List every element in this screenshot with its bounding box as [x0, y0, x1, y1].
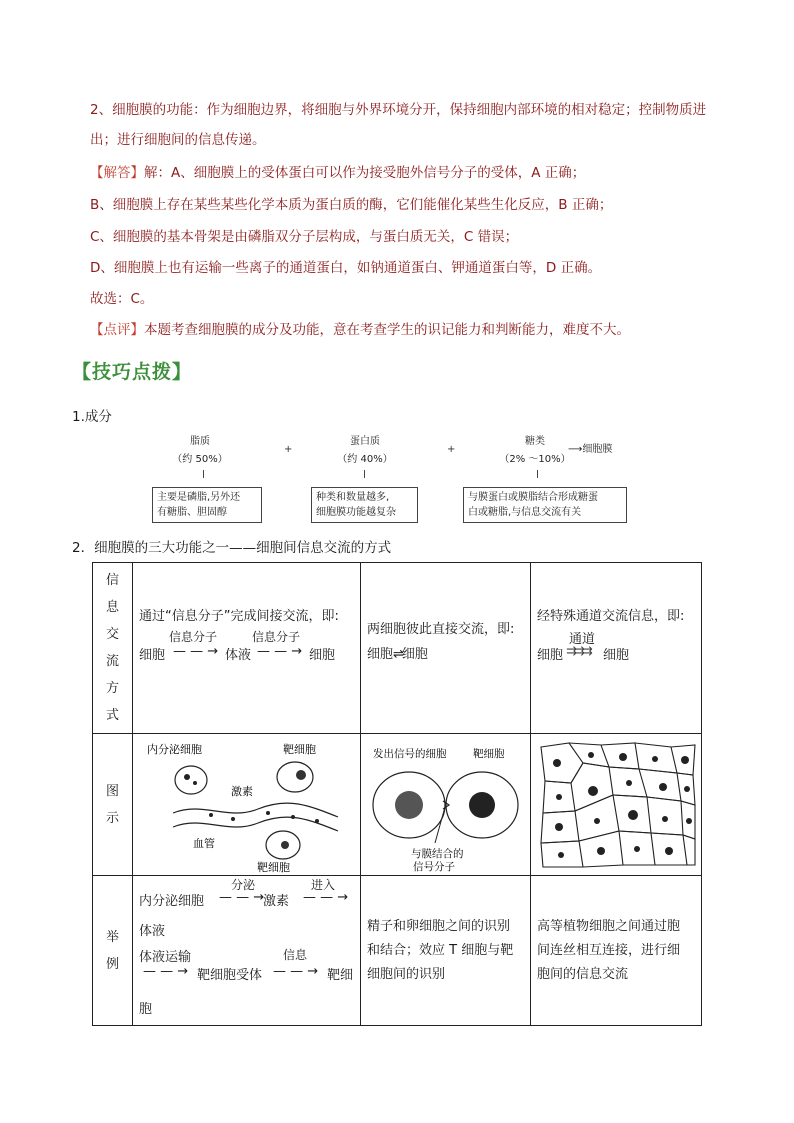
hdr-char: 式	[105, 708, 119, 723]
hdr-char: 信	[105, 573, 119, 588]
cell-example-channel	[531, 876, 702, 1026]
fig-target-top-label: 靶细胞	[283, 742, 316, 756]
flow-arrow: — — →	[219, 890, 265, 905]
row-header-mode	[93, 563, 133, 734]
vessel-wall-bottom	[173, 817, 338, 831]
intro-line-1: 2、细胞膜的功能：作为细胞边界，将细胞与外界环境分开，保持细胞内部环境的相对稳定；控制物质进	[90, 102, 707, 118]
answer-d: D、细胞膜上也有运输一些离子的通道蛋白，如钠通道蛋白、钾通道蛋白等，D 正确。	[90, 260, 602, 276]
plus-2: +	[447, 444, 456, 455]
cell-mode-indirect	[133, 563, 361, 734]
result-membrane: ⟶细胞膜	[568, 444, 613, 455]
answer-b: B、细胞膜上存在某些某些化学本质为蛋白质的酶，它们能催化某些生化反应，B 正确；	[90, 197, 613, 213]
flow-over-label: 分泌	[231, 878, 256, 892]
example-direct-line: 和结合；效应 T 细胞与靶	[367, 942, 514, 958]
flow-arrow: — — →	[303, 890, 349, 905]
example-channel-line: 胞间的信息交流	[537, 966, 629, 982]
mode-channel-text: 经特殊通道交流信息，即:	[537, 609, 685, 624]
sugar-name: 糖类	[525, 436, 545, 447]
lipid-name: 脂质	[190, 436, 210, 447]
cell-nucleus	[684, 786, 690, 792]
flow-node: 细胞	[603, 648, 630, 663]
comment-text: 本题考查细胞膜的成分及功能，意在考查学生的识记能力和判断能力，难度不大。	[144, 322, 630, 338]
comment-tag: 【点评】	[90, 322, 144, 338]
flow-arrow: — — →	[257, 644, 303, 659]
intro-line-2: 出；进行细胞间的信息传递。	[90, 132, 266, 148]
cell-nucleus	[681, 756, 689, 764]
sugar-box	[463, 487, 627, 523]
lipid-desc-1: 主要是磷脂,另外还	[157, 492, 241, 503]
cell-example-indirect	[133, 876, 361, 1026]
example-channel-line: 间连丝相互连接，进行细	[537, 942, 681, 958]
lipid-tick	[203, 470, 204, 478]
hdr-char: 交	[105, 627, 119, 642]
cell-nucleus	[626, 780, 632, 786]
section-title: 【技巧点拨】	[72, 361, 193, 383]
fig-endocrine-label: 内分泌细胞	[147, 742, 202, 756]
example-direct-line: 精子和卵细胞之间的识别	[367, 918, 511, 934]
comment	[90, 320, 630, 340]
flow-node: 靶细	[327, 968, 354, 983]
sugar-desc-2: 白或糖脂,与信息交流有关	[468, 507, 582, 518]
receptor-dot	[281, 841, 289, 849]
cell-nucleus	[594, 818, 600, 824]
hormone-dot	[266, 811, 270, 815]
hdr-char: 举	[105, 929, 119, 945]
cell-nucleus	[686, 818, 692, 824]
protein-tick	[364, 470, 365, 478]
fig-target-bottom-label: 靶细胞	[257, 860, 290, 874]
endocrine-cell	[175, 766, 207, 794]
pointer-line	[435, 807, 445, 843]
mode-direct-flow	[367, 643, 524, 662]
hdr-char: 例	[105, 956, 119, 972]
example-direct-line: 细胞间的识别	[367, 966, 446, 982]
cell-nucleus	[659, 783, 667, 791]
hormone-diagram	[133, 735, 361, 875]
cell-nucleus	[619, 753, 627, 761]
hdr-char: 方	[105, 681, 119, 696]
answer-a-text: 解：A、细胞膜上的受体蛋白可以作为接受胞外信号分子的受体，A 正确；	[144, 165, 586, 181]
flow-node: 细胞	[139, 648, 166, 663]
protein-name: 蛋白质	[350, 436, 380, 447]
flow-arrow: — — →	[273, 964, 319, 979]
nucleus	[184, 774, 190, 780]
composition-heading: 1.成分	[72, 409, 112, 425]
row-header-example	[93, 876, 133, 1026]
cell-figure-channel	[531, 734, 702, 876]
fig-signal-cell-label: 发出信号的细胞	[373, 747, 447, 760]
granule	[193, 781, 197, 785]
fig-molecule-label-1: 与膜结合的	[411, 847, 464, 860]
fig-molecule-label-2: 信号分子	[413, 860, 455, 873]
cell-nucleus	[628, 810, 638, 820]
flow-node: 细胞	[401, 647, 428, 662]
cell-nucleus	[634, 846, 640, 852]
cell-nucleus	[597, 847, 605, 855]
hdr-char: 图	[105, 783, 119, 799]
cell-nucleus	[588, 786, 598, 796]
flow-node: 内分泌细胞	[139, 894, 205, 909]
cell-nucleus	[553, 759, 561, 767]
flow-over-label: 通道	[569, 632, 596, 647]
protein-box	[311, 487, 418, 523]
cell-figure-indirect	[133, 734, 361, 876]
hormone-dot	[231, 817, 235, 821]
answer-c: C、细胞膜的基本骨架是由磷脂双分子层构成，与蛋白质无关，C 错误；	[90, 229, 519, 245]
hdr-char: 示	[105, 810, 119, 826]
info-exchange-table	[92, 562, 702, 1026]
cell-nucleus	[556, 794, 562, 800]
cell-mode-channel	[531, 563, 702, 734]
protein-pct: （约 40%）	[337, 454, 393, 465]
lipid-pct: （约 50%）	[172, 454, 228, 465]
target-nucleus	[469, 792, 495, 818]
sugar-tick	[537, 470, 538, 478]
flow-node: 体液运输	[139, 950, 192, 965]
fig-target-label: 靶细胞	[473, 747, 505, 760]
sugar-desc-1: 与膜蛋白或膜脂结合形成糖蛋	[468, 492, 598, 503]
answer-a	[90, 163, 585, 183]
cell-nucleus	[652, 756, 658, 762]
target-cell-top	[277, 762, 313, 792]
lipid-desc-2: 有糖脂、胆固醇	[157, 507, 227, 518]
table-caption: 2．细胞膜的三大功能之一——细胞间信息交流的方式	[72, 540, 392, 556]
flow-arrow: — — →	[173, 644, 219, 659]
flow-node: 体液	[139, 924, 166, 939]
hormone-dot	[209, 813, 213, 817]
flow-over-label: 信息	[283, 948, 308, 962]
flow-node: 胞	[139, 1002, 153, 1017]
mode-indirect-text: 通过“信息分子”完成间接交流，即:	[139, 609, 339, 624]
example-channel-line: 高等植物细胞之间通过胞	[537, 918, 681, 934]
cell-nucleus	[588, 752, 594, 758]
plus-1: +	[284, 444, 293, 455]
row-header-figure	[93, 734, 133, 876]
hormone-dot	[315, 819, 319, 823]
flow-node: 靶细胞受体	[197, 968, 263, 983]
fig-hormone-label: 激素	[231, 784, 253, 798]
flow-arrow: — — →	[143, 964, 189, 979]
flow-node: 细胞	[537, 648, 564, 663]
plasmodesmata-diagram	[531, 735, 702, 875]
answer-tag: 【解答】	[90, 165, 144, 181]
cell-nucleus	[555, 823, 563, 831]
mode-indirect-flow	[139, 624, 354, 668]
protein-desc-2: 细胞膜功能越复杂	[316, 507, 396, 518]
lipid-box	[152, 487, 262, 523]
sugar-pct: （2% ～10%）	[499, 454, 571, 465]
fig-vessel-label: 血管	[193, 836, 215, 850]
flow-node: 细胞	[309, 648, 336, 663]
example-indirect-flow	[139, 876, 354, 1024]
hdr-char: 息	[105, 600, 119, 615]
flow-arrow: ⇌	[393, 647, 402, 662]
hormone-dot	[291, 815, 295, 819]
flow-over-label: 信息分子	[169, 630, 218, 644]
receptor-dot	[296, 770, 306, 780]
cell-nucleus	[662, 816, 668, 822]
flow-node: 体液	[225, 648, 252, 663]
flow-node: 细胞	[367, 647, 394, 662]
row-mode	[93, 563, 702, 734]
protein-desc-1: 种类和数量越多,	[316, 492, 390, 503]
cell-figure-direct	[361, 734, 531, 876]
vessel-wall-top	[173, 803, 338, 817]
hdr-char: 流	[105, 654, 119, 669]
answer-choice: 故选：C。	[90, 291, 154, 307]
flow-over-label: 信息分子	[252, 630, 301, 644]
cell-example-direct	[361, 876, 531, 1026]
direct-contact-diagram	[361, 735, 531, 875]
plant-cell	[541, 743, 583, 783]
flow-arrow: ⇉⇉⇉	[566, 644, 590, 659]
flow-node: 激素	[263, 894, 290, 909]
mode-direct-text: 两细胞彼此直接交流，即:	[367, 622, 515, 637]
cell-nucleus	[558, 852, 564, 858]
cell-nucleus	[665, 847, 673, 855]
mode-channel-flow	[537, 624, 695, 668]
row-example	[93, 876, 702, 1026]
flow-over-label: 进入	[311, 878, 336, 892]
row-figure	[93, 734, 702, 876]
signal-nucleus	[395, 791, 423, 819]
cell-mode-direct	[361, 563, 531, 734]
